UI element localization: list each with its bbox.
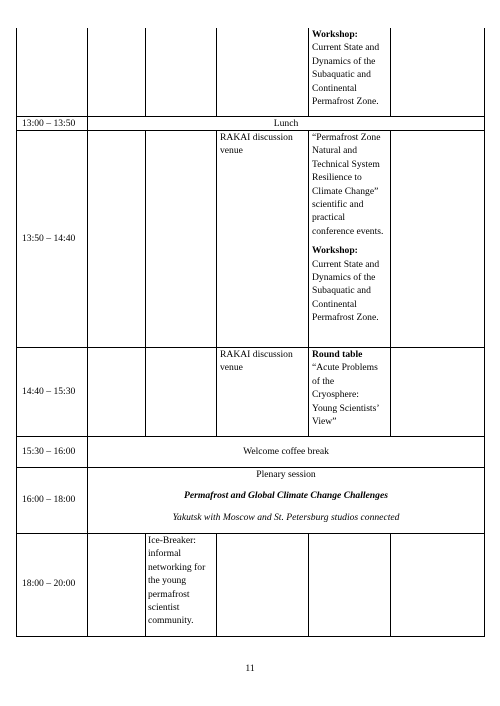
time-cell: 16:00 – 18:00 (22, 494, 76, 505)
plenary-label: Plenary session (256, 469, 316, 480)
column-divider (390, 130, 391, 436)
table-right-border (484, 28, 485, 637)
column-divider (308, 130, 309, 436)
plenary-title: Permafrost and Global Climate Change Challenges (184, 490, 388, 501)
venue-cell: RAKAI discussion venue (220, 349, 293, 374)
column-divider (145, 130, 146, 436)
column-divider (145, 533, 146, 636)
page-number: 11 (245, 663, 255, 674)
workshop-text: Current State and Dynamics of the Subaquatic and Continental Permafrost Zone. (312, 258, 380, 324)
workshop-title: Workshop: (312, 29, 358, 40)
column-divider (145, 28, 146, 116)
conference-cell (312, 131, 388, 325)
column-divider (216, 28, 217, 116)
ice-breaker-cell: Ice-Breaker: informal networking for the young permafrost scientist community. (148, 535, 206, 627)
time-cell: 18:00 – 20:00 (22, 578, 76, 589)
column-divider (216, 130, 217, 436)
round-table-cell (312, 348, 382, 428)
time-cell: 13:50 – 14:40 (22, 233, 76, 244)
time-cell: 15:30 – 16:00 (22, 446, 76, 457)
workshop-text: Current State and Dynamics of the Subaquatic and Continental Permafrost Zone. (312, 42, 380, 108)
conference-text: “Permafrost Zone Natural and Technical System Resilience to Climate Change” scientific and practical conference events. (312, 132, 384, 237)
workshop-cell (312, 28, 388, 108)
venue-cell: RAKAI discussion venue (220, 132, 293, 157)
time-cell: 14:40 – 15:30 (22, 386, 76, 397)
column-divider (216, 533, 217, 636)
round-table-text: “Acute Problems of the Cryosphere: Young Scientists’ View” (312, 362, 379, 428)
lunch-label: Lunch (273, 118, 299, 129)
column-divider (308, 28, 309, 116)
round-table-title: Round table (312, 349, 363, 360)
coffee-break-label: Welcome coffee break (243, 446, 329, 457)
column-divider (390, 28, 391, 116)
plenary-subtitle: Yakutsk with Moscow and St. Petersburg studios connected (172, 512, 400, 523)
column-divider (390, 533, 391, 636)
time-cell: 13:00 – 13:50 (22, 118, 76, 129)
workshop-title: Workshop: (312, 245, 358, 257)
column-divider (308, 533, 309, 636)
table-left-border (16, 28, 17, 637)
